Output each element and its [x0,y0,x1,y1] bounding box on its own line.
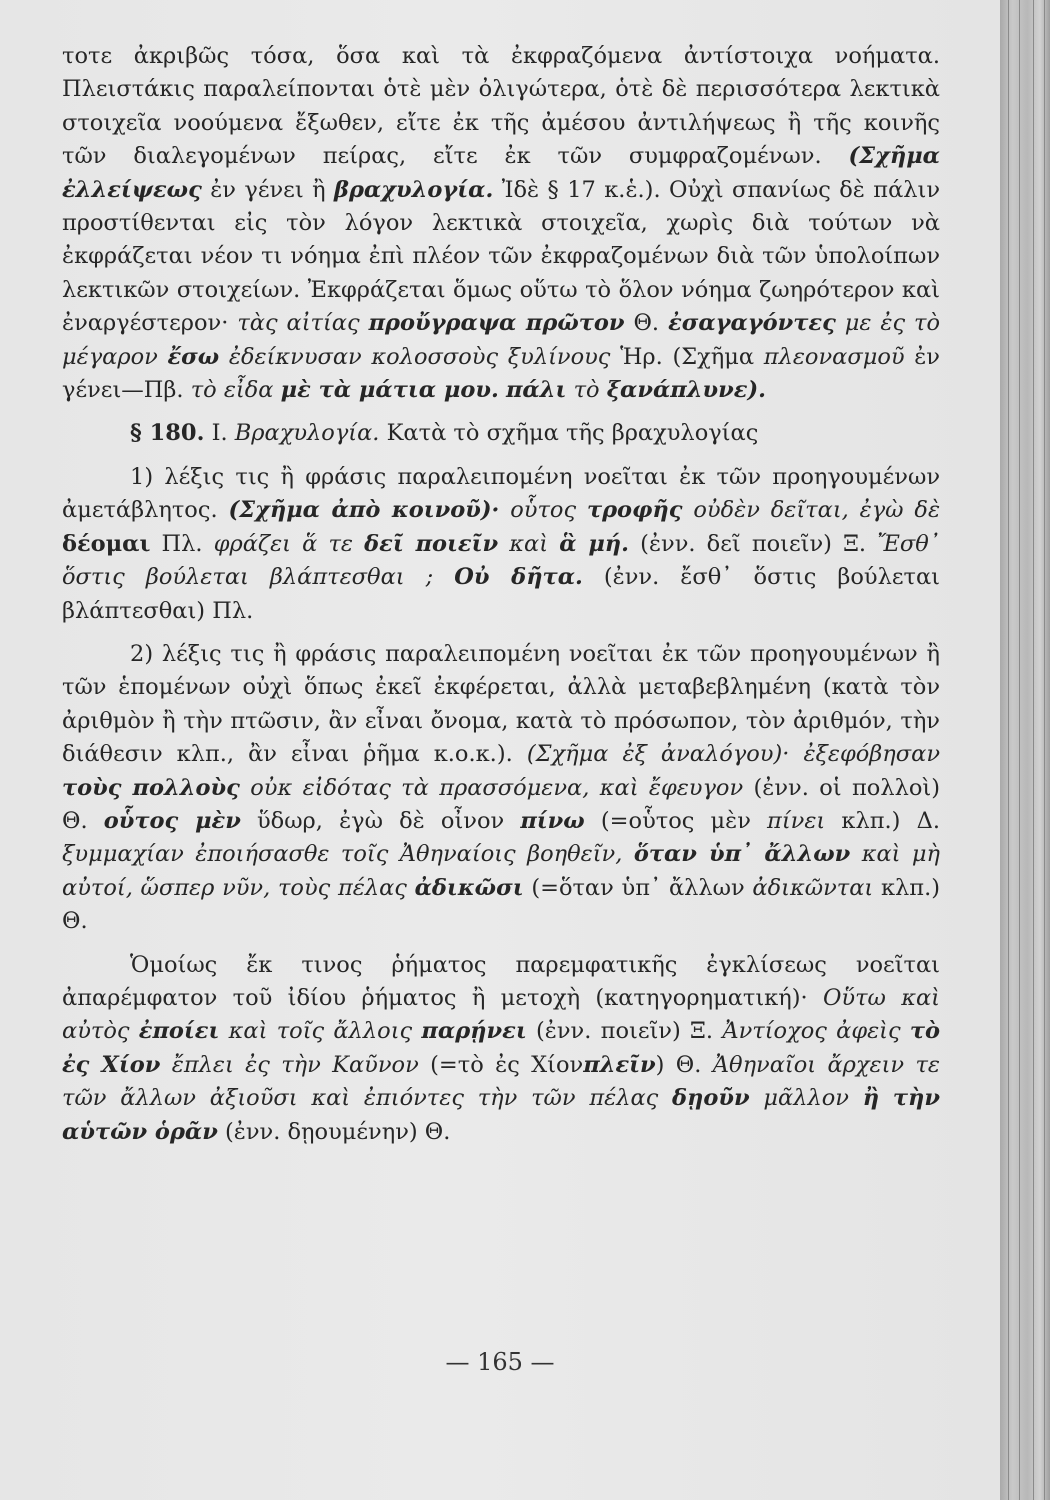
paragraph-rule-2: 2) λέξις τις ἢ φράσις παραλειπομένη νοεῖται ἐκ τῶν προηγουμένων ἢ τῶν ἑπομένων οὐχὶ ὅπως ἐκεῖ ἐκφέρεται, ἀλλὰ μεταβεβλημένη (κατὰ τὸν ἀριθμὸν ἢ τὴν πτῶσιν, ἂν εἶναι ὄνομα, κατὰ τὸ πρόσωπον, τὸν ἀριθμόν, τὴν διάθεσιν κλπ., ἂν εἶναι ῥῆμα κ.ο.κ.). (Σχῆμα ἐξ ἀναλόγου)· ἐξεφόβησαν τοὺς πολλοὺς οὐκ εἰδότας τὰ πρασσόμενα, καὶ ἔφευγον (ἐνν. οἱ πολλοὶ) Θ. οὗτος μὲν ὕδωρ, ἐγὼ δὲ οἶνον πίνω (=οὗτος μὲν πίνει κλπ.) Δ. ξυμμαχίαν ἐποιήσασθε τοῖς Ἀθηναίοις βοηθεῖν, ὅταν ὑπ᾽ ἄλλων καὶ μὴ αὐτοί, ὥσπερ νῦν, τοὺς πέλας ἀδικῶσι (=ὅταν ὑπ᾽ ἄλλων ἀδικῶνται κλπ.) Θ. [62,640,941,935]
section-heading: § 180. Ι. Βραχυλογία. Κατὰ τὸ σχῆμα τῆς βραχυλογίας [130,420,759,447]
edge-line [1044,0,1045,1500]
body-text [62,40,940,1149]
page-number: — 165 — [445,1348,555,1376]
edge-line [1019,0,1020,1500]
edge-line [1008,0,1009,1500]
page-edge [1000,0,1050,1500]
paragraph-participle: Ὁμοίως ἔκ τινος ῥήματος παρεμφατικῆς ἐγκλίσεως νοεῖται ἀπαρέμφατον τοῦ ἰδίου ῥήματος ἢ μετοχὴ (κατηγορηματική)· Οὕτω καὶ αὐτὸς ἐποίει καὶ τοῖς ἄλλοις παρῄνει (ἐνν. ποιεῖν) Ξ. Ἀντίοχος ἀφεὶς τὸ ἐς Χίον ἔπλει ἐς τὴν Καῦνον (=τὸ ἐς Χίονπλεῖν) Θ. Ἀθηναῖοι ἄρχειν τε τῶν ἄλλων ἀξιοῦσι καὶ ἐπιόντες τὴν τῶν πέλας δῃοῦν μᾶλλον ἢ τὴν αὑτῶν ὁρᾶν (ἐνν. δῃουμένην) Θ. [62,951,941,1145]
edge-line [1033,0,1034,1500]
paragraph-rule-1: 1) λέξις τις ἢ φράσις παραλειπομένη νοεῖται ἐκ τῶν προηγουμένων ἀμετάβλητος. (Σχῆμα ἀπὸ κοινοῦ)· οὗτος τροφῆς οὐδὲν δεῖται, ἐγὼ δὲ δέομαι Πλ. φράζει ἅ τε δεῖ ποιεῖν καὶ ἃ μή. (ἐνν. δεῖ ποιεῖν) Ξ. Ἔσθ᾽ ὅστις βούλεται βλάπτεσθαι ; Οὐ δῆτα. (ἐνν. ἔσθ᾽ ὅστις βούλεται βλάπτεσθαι) Πλ. [62,463,941,624]
paragraph-intro: τοτε ἀκριβῶς τόσα, ὅσα καὶ τὰ ἐκφραζόμενα ἀντίστοιχα νοήματα. Πλειστάκις παραλείπονται ὁτὲ μὲν ὀλιγώτερα, ὁτὲ δὲ περισσότερα λεκτικὰ στοιχεῖα νοούμενα ἔξωθεν, εἴτε ἐκ τῆς ἀμέσου ἀντιλήψεως ἢ τῆς κοινῆς τῶν διαλεγομένων πείρας, εἴτε ἐκ τῶν συμφραζομένων. (Σχῆμα ἐλλείψεως ἐν γένει ἢ βραχυλογία. Ἰδὲ § 17 κ.ἑ.). Οὐχὶ σπανίως δὲ πάλιν προστίθενται εἰς τὸν λόγον λεκτικὰ στοιχεῖα, χωρὶς διὰ τούτων νὰ ἐκφράζεται νέον τι νόημα ἐπὶ πλέον τῶν ἐκφραζομένων διὰ τῶν ὑπολοίπων λεκτικῶν στοιχείων. Ἐκφράζεται ὅμως οὕτω τὸ ὅλον νόημα ζωηρότερον καὶ ἐναργέστερον· τὰς αἰτίας προὔγραψα πρῶτον Θ. ἐσαγαγόντες με ἐς τὸ μέγαρον ἔσω ἐδείκνυσαν κολοσσοὺς ξυλίνους Ἡρ. (Σχῆμα πλεονασμοῦ ἐν γένει—Πβ. τὸ εἶδα μὲ τὰ μάτια μου. πάλι τὸ ξανάπλυνε). [62,43,941,404]
